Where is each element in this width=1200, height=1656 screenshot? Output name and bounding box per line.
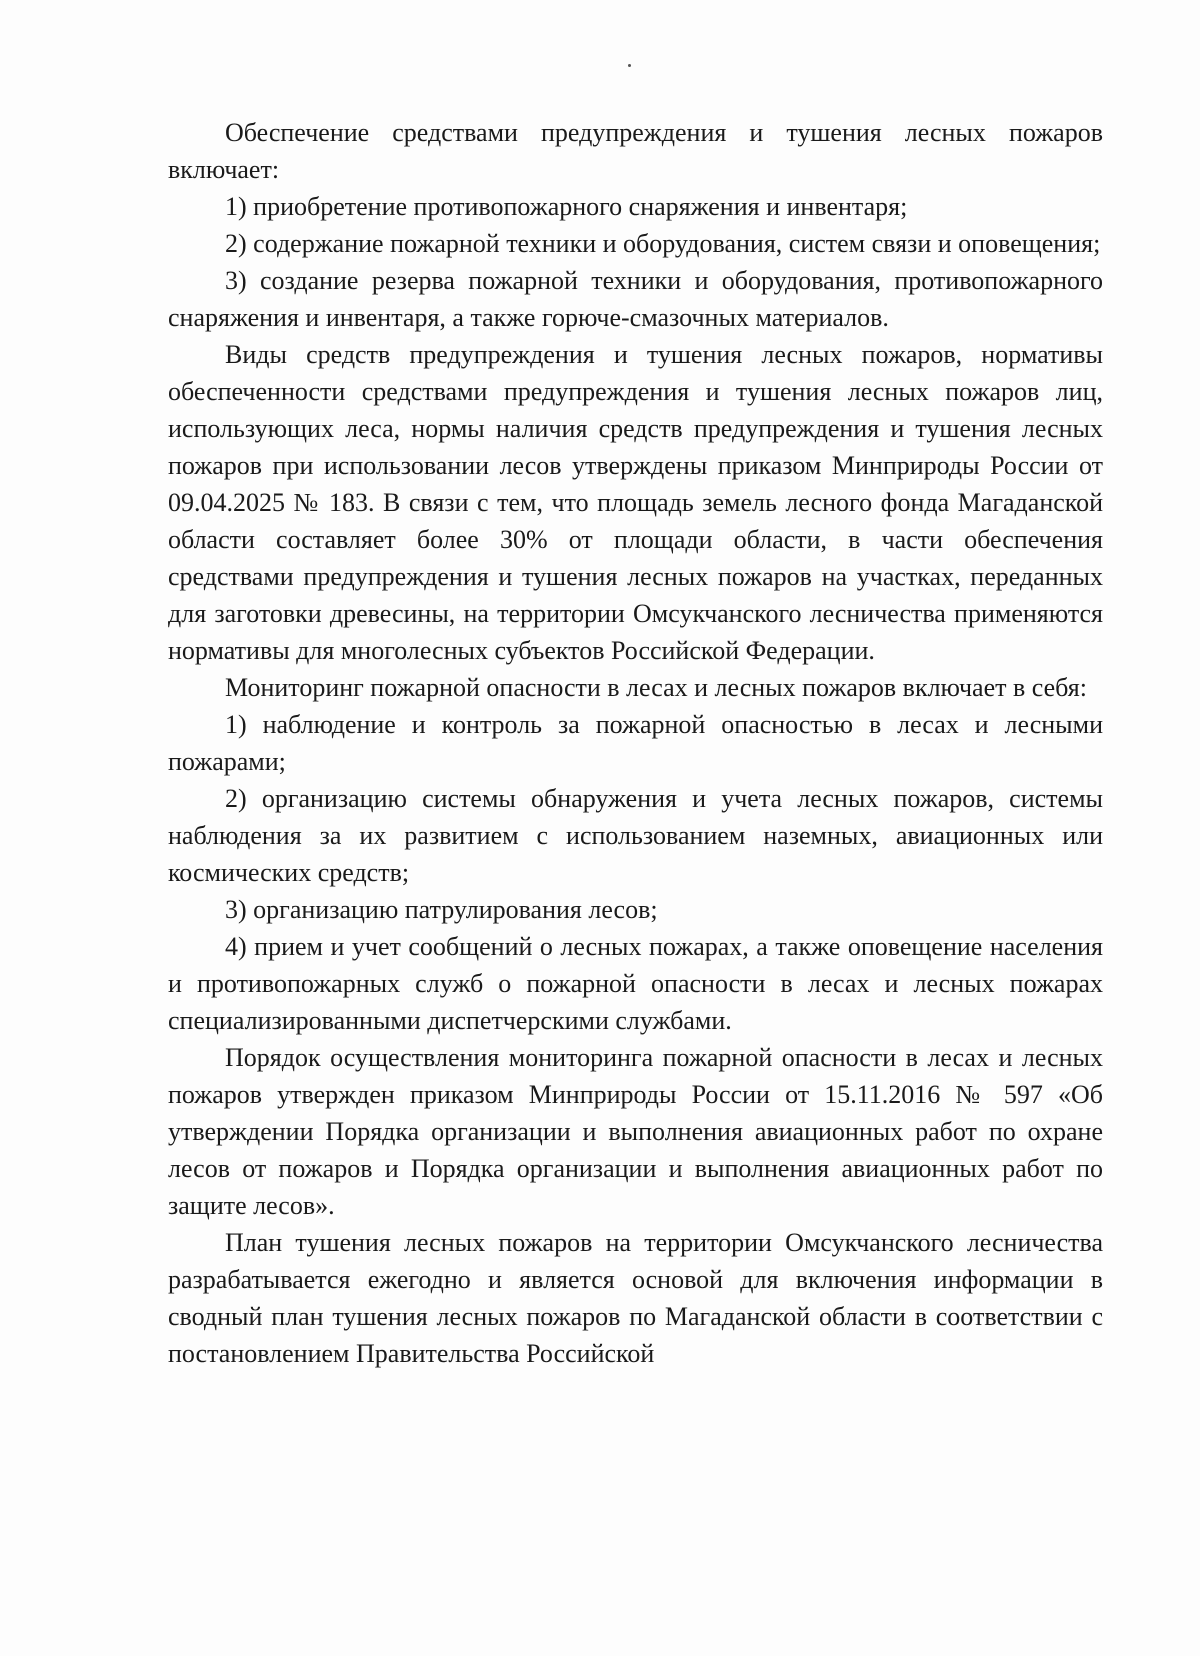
list-item-2: 2) содержание пожарной техники и оборудования, систем связи и оповещения; [225, 229, 1101, 258]
monitoring-item-3: 3) организацию патрулирования лесов; [225, 895, 658, 924]
paragraph-normatives: Виды средств предупреждения и тушения лесных пожаров, нормативы обеспеченности средствами предупреждения и тушения лесных пожаров лиц, использующих леса, нормы наличия средств предупреждения и тушения лесных пожаров при использовании лесов утверждены приказом Минприроды России от 09.04.2025 № 183. В связи с тем, что площадь земель лесного фонда Магаданской области составляет более 30% от площади области, в части обеспечения средствами предупреждения и тушения лесных пожаров на участках, переданных для заготовки древесины, на территории Омсукчанского лесничества применяются нормативы для многолесных субъектов Российской Федерации. [168, 340, 1103, 665]
list-item-3: 3) создание резерва пожарной техники и оборудования, противопожарного снаряжения и инвентаря, а также горюче-смазочных материалов. [168, 266, 1103, 332]
paragraph-plan: План тушения лесных пожаров на территории Омсукчанского лесничества разрабатывается ежегодно и является основой для включения информации в сводный план тушения лесных пожаров по Магаданской области в соответствии с постановлением Правительства Российской [168, 1228, 1103, 1368]
paragraph-monitoring: Мониторинг пожарной опасности в лесах и лесных пожаров включает в себя: [225, 673, 1087, 702]
monitoring-item-2: 2) организацию системы обнаружения и учета лесных пожаров, системы наблюдения за их развитием с использованием наземных, авиационных или космических средств; [168, 784, 1103, 887]
monitoring-item-1: 1) наблюдение и контроль за пожарной опасностью в лесах и лесными пожарами; [168, 710, 1103, 776]
list-item-1: 1) приобретение противопожарного снаряжения и инвентаря; [225, 192, 908, 221]
monitoring-item-4: 4) прием и учет сообщений о лесных пожарах, а также оповещение населения и противопожарных служб о пожарной опасности в лесах и лесных пожарах специализированными диспетчерскими службами. [168, 932, 1103, 1035]
document-body [168, 114, 1103, 1372]
scan-speck [628, 64, 631, 67]
paragraph-procedure: Порядок осуществления мониторинга пожарной опасности в лесах и лесных пожаров утвержден приказом Минприроды России от 15.11.2016 № 597 «Об утверждении Порядка организации и выполнения авиационных работ по охране лесов от пожаров и Порядка организации и выполнения авиационных работ по защите лесов». [168, 1043, 1103, 1220]
paragraph-intro: Обеспечение средствами предупреждения и тушения лесных пожаров включает: [168, 118, 1103, 184]
